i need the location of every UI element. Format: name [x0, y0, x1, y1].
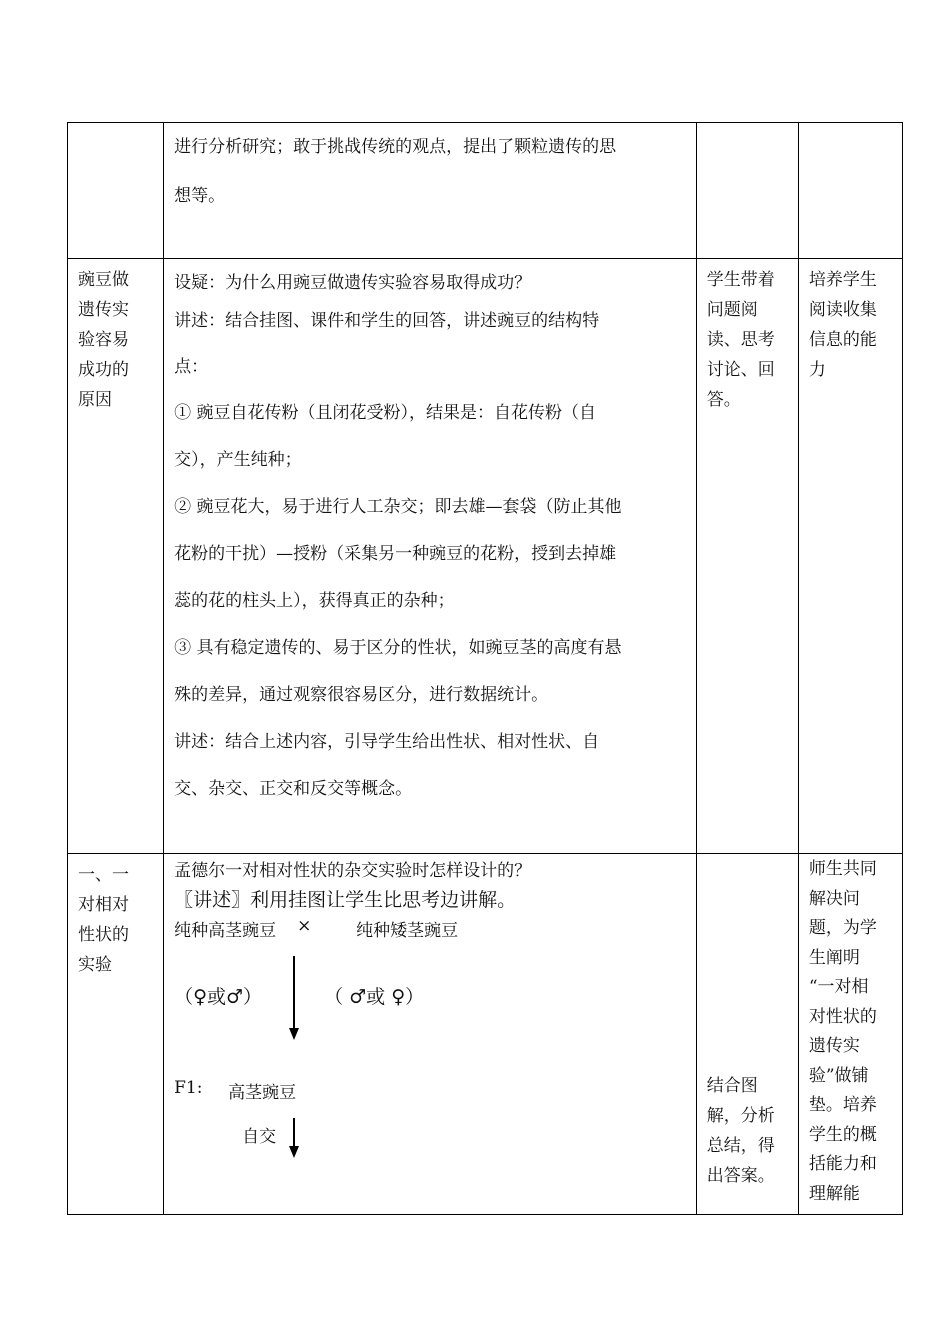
topic-cell: [68, 854, 164, 1215]
topic-cell: [68, 123, 164, 259]
goal-line: 题，为学: [808, 918, 877, 938]
student-line: 读、思考: [706, 330, 775, 350]
content-cell: [164, 259, 697, 854]
cross-arrow-line: [293, 956, 295, 1030]
goal-line: 遗传实: [808, 1036, 860, 1056]
sex-right-label: （ ♂或 ♀）: [324, 986, 425, 1008]
question-text: 设疑：为什么用豌豆做遗传实验容易取得成功？: [174, 273, 532, 293]
self-cross-arrow-line: [293, 1118, 295, 1148]
goal-cell: [798, 259, 902, 854]
goal-line: 学生的概: [808, 1124, 877, 1145]
point-line: 交），产生纯种；: [174, 450, 302, 470]
topic-line: 遗传实: [78, 300, 129, 320]
student-line: 学生带着: [706, 270, 775, 290]
table-row: [68, 259, 903, 854]
point-line: ① 豌豆自花传粉（且闭花受粉），结果是：自花传粉（自: [174, 403, 597, 423]
content-line: 想等。: [174, 186, 226, 206]
content-cell: [164, 123, 697, 259]
goal-line: 力: [808, 360, 826, 380]
table-row: [68, 854, 903, 1215]
topic-line: 一、一: [78, 865, 129, 885]
goal-line: 培养学生: [808, 270, 877, 290]
topic-line: 豌豆做: [78, 270, 129, 290]
f1-label: F1:: [174, 1078, 203, 1098]
narrate-line: 讲述：结合挂图、课件和学生的回答，讲述豌豆的结构特: [174, 311, 600, 331]
self-cross-label: 自交: [242, 1127, 277, 1147]
goal-line: 阅读收集: [808, 300, 877, 320]
sex-left-label: （♀或♂）: [174, 986, 263, 1008]
cross-diagram: [164, 854, 696, 1204]
narrate-line: 讲述：结合上述内容，引导学生给出性状、相对性状、自: [174, 732, 600, 752]
goal-line: 解决问: [808, 888, 860, 909]
narrate-text: 〖讲述〗利用挂图让学生比思考边讲解。: [174, 889, 517, 911]
content-cell: [164, 854, 697, 1215]
goal-line: 验”做铺: [808, 1065, 869, 1086]
point-line: 蕊的花的柱头上），获得真正的杂种；: [174, 591, 455, 611]
goal-cell: [798, 854, 902, 1215]
narrate-line: 点：: [174, 357, 209, 377]
goal-line: 垫。培养: [808, 1095, 877, 1115]
goal-line: 括能力和: [808, 1154, 877, 1174]
student-line: 结合图: [706, 1076, 758, 1096]
student-line: 解，分析: [706, 1106, 775, 1126]
self-cross-arrow-head: [289, 1146, 299, 1158]
student-line: 出答案。: [706, 1166, 775, 1186]
content-line: 进行分析研究；敢于挑战传统的观点，提出了颗粒遗传的思: [174, 137, 617, 157]
cross-arrow-head: [289, 1028, 299, 1040]
topic-line: 对相对: [78, 895, 129, 915]
student-activity-cell: [696, 854, 798, 1215]
student-line: 问题阅: [706, 300, 758, 320]
parent-left-label: 纯种高茎豌豆: [174, 921, 277, 941]
goal-line: 信息的能: [808, 330, 877, 350]
f1-value: 高茎豌豆: [228, 1083, 297, 1103]
goal-line: 师生共同: [808, 859, 877, 879]
question-text: 孟德尔一对相对性状的杂交实验时怎样设计的？: [174, 861, 532, 881]
point-line: ② 豌豆花大，易于进行人工杂交；即去雄—套袋（防止其他: [174, 497, 622, 517]
point-line: 殊的差异，通过观察很容易区分，进行数据统计。: [174, 685, 549, 705]
table-row: [68, 123, 903, 259]
lesson-plan-table: [67, 122, 903, 1215]
student-activity-cell: [696, 259, 798, 854]
topic-line: 成功的: [78, 360, 129, 380]
topic-cell: [68, 259, 164, 854]
goal-cell: [798, 123, 902, 259]
point-line: ③ 具有稳定遗传的、易于区分的性状，如豌豆茎的高度有悬: [174, 638, 622, 658]
goal-line: 生阐明: [808, 947, 860, 968]
point-line: 花粉的干扰）—授粉（采集另一种豌豆的花粉，授到去掉雄: [174, 544, 617, 564]
student-activity-cell: [696, 123, 798, 259]
topic-line: 实验: [78, 955, 112, 975]
goal-line: 对性状的: [808, 1006, 877, 1027]
student-line: 答。: [706, 390, 741, 410]
topic-line: 性状的: [78, 925, 129, 945]
topic-line: 原因: [78, 390, 112, 410]
goal-line: “一对相: [808, 977, 869, 997]
student-line: 总结，得: [706, 1136, 775, 1156]
topic-line: 验容易: [78, 330, 129, 350]
narrate-line: 交、杂交、正交和反交等概念。: [174, 779, 413, 799]
goal-line: 理解能: [808, 1183, 860, 1204]
parent-right-label: 纯种矮茎豌豆: [356, 921, 459, 941]
cross-symbol: ×: [297, 916, 312, 936]
student-line: 讨论、回: [706, 360, 775, 380]
